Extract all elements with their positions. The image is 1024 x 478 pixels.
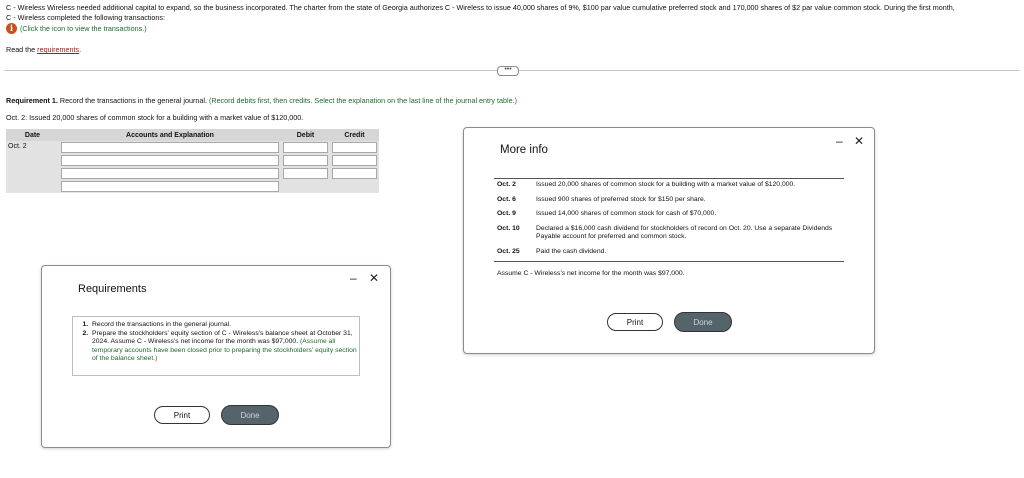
explanation-input[interactable] <box>61 181 279 192</box>
close-icon[interactable]: ✕ <box>369 271 380 285</box>
requirements-link[interactable]: requirements <box>37 45 80 54</box>
read-requirements-line <box>6 45 81 54</box>
transaction-text: Issued 14,000 shares of common stock for cash of $70,000. <box>536 210 717 218</box>
account-input[interactable] <box>61 168 279 179</box>
transaction-date: Oct. 6 <box>497 195 516 203</box>
transaction-date: Oct. 2 <box>497 181 516 188</box>
minimize-icon[interactable]: – <box>350 271 357 285</box>
empty-cell <box>330 180 379 193</box>
problem-statement <box>6 3 1018 22</box>
oct-2-instruction: Oct. 2: Issued 20,000 shares of common stock for a building with a market value of $120,000. <box>6 113 304 122</box>
click-icon-text: (Click the icon to view the transactions.) <box>20 24 147 33</box>
done-button[interactable]: Done <box>221 405 279 425</box>
requirements-list <box>73 321 359 364</box>
transaction-date: Oct. 25 <box>497 247 520 255</box>
print-button[interactable]: Print <box>154 406 210 424</box>
transaction-date: Oct. 10 <box>497 224 520 232</box>
date-header: Date <box>6 129 59 141</box>
empty-cell <box>281 180 330 193</box>
account-input[interactable] <box>61 142 279 153</box>
transaction-row <box>494 246 844 261</box>
problem-line-1: C - Wireless Wireless needed additional capital to expand, so the business incorporated. The charter from the state of Georgia authorizes C - Wireless to issue 40,000 shares of 9%, $100 par value cumulative preferred stock and 170,000 shares of $2 par value common stock. During the first month, <box>6 3 955 12</box>
credit-input[interactable] <box>332 142 377 153</box>
more-info-dialog <box>463 127 875 354</box>
requirement-item-text: Prepare the stockholders' equity section of C - Wireless's balance sheet at October 31, 2024. Assume C - Wireless's net income for the month was $97,000. <box>92 329 353 346</box>
transaction-text: Paid the cash dividend. <box>536 247 607 255</box>
requirement-item <box>90 321 359 330</box>
credit-header: Credit <box>330 129 379 141</box>
journal-explanation-row <box>6 180 379 193</box>
debit-input[interactable] <box>283 168 328 179</box>
credit-input[interactable] <box>332 168 377 179</box>
transaction-row <box>494 179 844 194</box>
transaction-text: Issued 20,000 shares of common stock for a building with a market value of $120,000. <box>536 181 796 188</box>
transaction-row <box>494 194 844 209</box>
net-income-note: Assume C - Wireless's net income for the month was $97,000. <box>497 270 685 277</box>
requirement-item <box>90 330 359 364</box>
requirement-1-text: Record the transactions in the general journal. <box>57 96 207 105</box>
more-info-title: More info <box>500 144 548 156</box>
journal-row <box>6 141 379 154</box>
transaction-date: Oct. 9 <box>497 210 516 218</box>
requirement-1-instruction <box>6 96 517 105</box>
transactions-info-link[interactable] <box>6 23 147 34</box>
print-button[interactable]: Print <box>607 313 663 331</box>
journal-date: Oct. 2 <box>6 141 59 193</box>
transaction-row <box>494 223 844 246</box>
requirements-title: Requirements <box>78 283 147 295</box>
transaction-row <box>494 208 844 223</box>
journal-entry-table <box>6 129 379 193</box>
credit-input[interactable] <box>332 155 377 166</box>
account-input[interactable] <box>61 155 279 166</box>
transaction-text: Issued 900 shares of preferred stock for $150 per share. <box>536 195 706 203</box>
requirement-item-text: Record the transactions in the general journal. <box>92 321 232 328</box>
debit-header: Debit <box>281 129 330 141</box>
accounts-header: Accounts and Explanation <box>59 129 281 141</box>
journal-header-row <box>6 129 379 141</box>
close-icon[interactable]: ✕ <box>854 134 865 148</box>
read-prefix: Read the <box>6 45 38 54</box>
requirement-1-hint: (Record debits first, then credits. Select the explanation on the last line of the journal entry table.) <box>206 96 517 105</box>
read-suffix: . <box>79 45 82 54</box>
transactions-table <box>494 178 844 262</box>
debit-input[interactable] <box>283 155 328 166</box>
requirement-1-label: Requirement 1. <box>6 96 58 105</box>
problem-line-2: C - Wireless completed the following transactions: <box>6 12 165 22</box>
journal-row <box>6 167 379 180</box>
transaction-text: Declared a $16,000 cash dividend for stockholders of record on Oct. 20. Use a separate Dividends Payable account for preferred and common stock. <box>536 224 833 241</box>
minimize-icon[interactable]: – <box>836 134 843 148</box>
done-button[interactable]: Done <box>674 312 732 332</box>
requirements-list-box <box>72 316 360 376</box>
expand-dots-button[interactable]: ••• <box>497 66 519 76</box>
journal-row <box>6 154 379 167</box>
info-icon[interactable]: i <box>6 23 17 34</box>
debit-input[interactable] <box>283 142 328 153</box>
requirement-item-hint: (Assume all temporary accounts have been closed prior to preparing the stockholders' equity section of the balance sheet.) <box>92 338 357 363</box>
requirements-dialog <box>41 265 391 448</box>
